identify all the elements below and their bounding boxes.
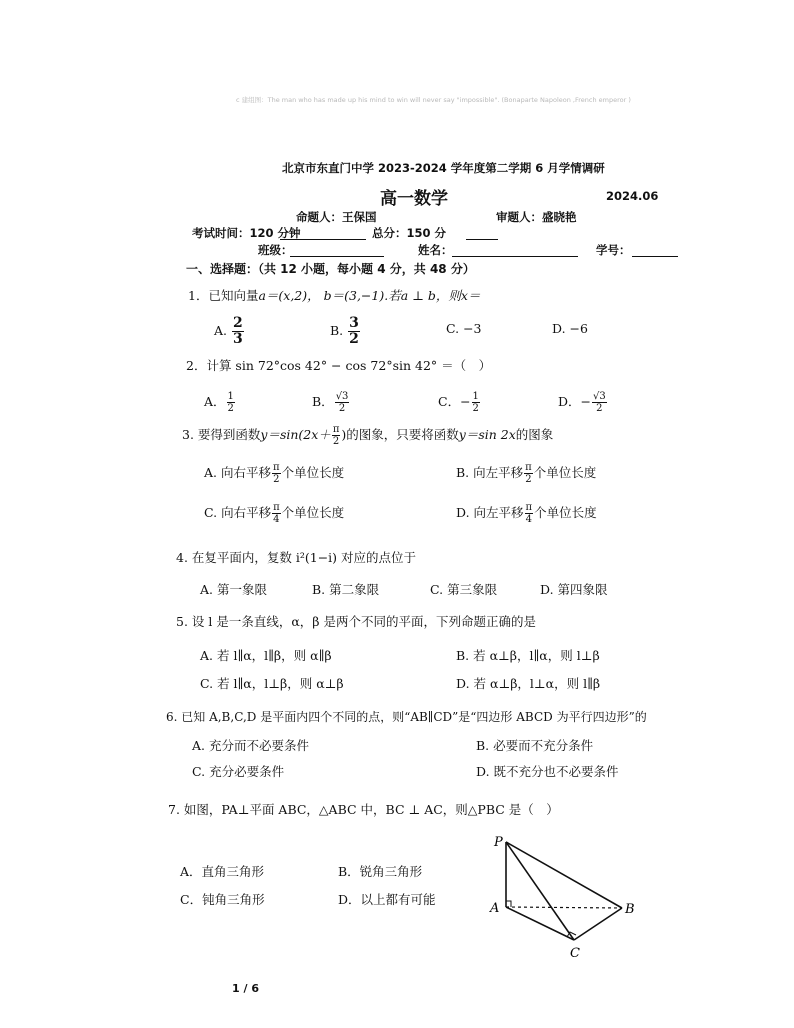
question-2: 2．计算 sin 72°cos 42° − cos 72°sin 42° ＝（ ） (186, 358, 492, 373)
exam-time: 考试时间：120 分钟 (192, 226, 301, 240)
q3-text-c: )的图象，只要将函数 (341, 427, 459, 442)
reviewer: 审题人：盛晓艳 (496, 210, 577, 224)
exam-date: 2024.06 (606, 189, 659, 203)
q3-option-d-label: D. 向左平移 (456, 505, 524, 520)
edge-ac (506, 907, 574, 940)
q2-option-c-frac: $\frac{1}{2}$ (472, 391, 479, 414)
name-field[interactable] (452, 256, 578, 257)
q1-vector-a: a＝(x,2)， (258, 288, 320, 303)
vertex-c-label: C (570, 946, 580, 961)
q3-text-a: 3. 要得到函数 (182, 427, 261, 442)
q4-option-d[interactable]: D. 第四象限 (540, 582, 608, 597)
vertex-b-label: B (625, 902, 635, 917)
q3-frac: $\frac{\pi}{2}$ (332, 424, 340, 447)
q6-option-a[interactable]: A. 充分而不必要条件 (192, 738, 309, 753)
q6-option-d[interactable]: D. 既不充分也不必要条件 (476, 764, 619, 779)
q7-option-d[interactable]: D．以上都有可能 (338, 892, 436, 907)
edge-bc (574, 908, 622, 940)
q1-option-b[interactable] (330, 316, 361, 347)
q5-option-c[interactable]: C. 若 l∥α，l⊥β，则 α⊥β (200, 676, 344, 691)
q1-option-a-label: A. (214, 323, 228, 338)
edge-pb (506, 842, 622, 908)
question-1 (188, 286, 480, 304)
q2-option-d-label: D．− (558, 394, 591, 409)
class-field[interactable] (290, 256, 384, 257)
tetrahedron-figure (486, 830, 646, 964)
q1-vector-b: b＝(3,−1).若 (323, 288, 401, 303)
q3-option-c-frac: $\frac{\pi}{4}$ (273, 502, 280, 525)
id-field[interactable] (632, 256, 678, 257)
q3-func: y＝sin(2x＋ (260, 427, 331, 442)
edge-ab-hidden (506, 907, 622, 908)
q7-option-a[interactable]: A．直角三角形 (180, 864, 265, 879)
question-5: 5. 设 l 是一条直线，α，β 是两个不同的平面，下列命题正确的是 (176, 614, 536, 629)
total-score: 总分：150 分 (372, 226, 447, 240)
q3-option-a[interactable] (204, 462, 344, 485)
q7-option-b[interactable]: B．锐角三角形 (338, 864, 423, 879)
q2-option-a[interactable] (204, 391, 236, 414)
question-7: 7. 如图，PA⊥平面 ABC，△ABC 中，BC ⊥ AC，则△PBC 是（ ） (168, 802, 559, 817)
q3-option-a-frac: $\frac{\pi}{2}$ (272, 462, 280, 485)
q5-option-d[interactable]: D. 若 α⊥β，l⊥α，则 l∥β (456, 676, 601, 691)
q2-option-b-label: B． (312, 394, 334, 409)
q2-option-a-label: A． (204, 394, 226, 409)
q2-option-d[interactable] (558, 391, 608, 414)
id-label: 学号： (596, 243, 631, 257)
subject-title: 高一数学 (380, 189, 448, 209)
section-title: 一、选择题：（共 12 小题，每小题 4 分，共 48 分） (186, 262, 475, 276)
q3-option-d-tail: 个单位长度 (534, 505, 597, 520)
q3-option-c-label: C. 向右平移 (204, 505, 272, 520)
q2-option-a-frac: $\frac{1}{2}$ (227, 391, 234, 414)
q2-option-c-label: C．− (438, 394, 471, 409)
q1-option-b-label: B. (330, 323, 344, 338)
q1-perp: a ⊥ b，则 (400, 288, 461, 303)
q1-x: x＝ (460, 288, 481, 303)
q1-option-c[interactable]: C. −3 (446, 321, 482, 336)
time-underline (280, 239, 366, 240)
question-3 (182, 424, 553, 447)
q6-option-c[interactable]: C. 充分必要条件 (192, 764, 285, 779)
q2-option-d-frac: $\frac{√3}{2}$ (593, 391, 606, 414)
q7-option-c[interactable]: C．钝角三角形 (180, 892, 265, 907)
q3-option-c-tail: 个单位长度 (281, 505, 345, 520)
school-header: 北京市东直门中学 2023-2024 学年度第二学期 6 月学情调研 (282, 161, 605, 175)
q3-text-e: 的图象 (515, 427, 554, 442)
q3-option-b-label: B. 向左平移 (456, 465, 524, 480)
vertex-a-label: A (490, 901, 500, 916)
q2-option-c[interactable] (438, 391, 481, 414)
author: 命题人：王保国 (296, 210, 377, 224)
q1-option-a-frac: $\frac{2}{3}$ (233, 315, 243, 347)
q2-option-b[interactable] (312, 391, 350, 414)
page-number: 1 / 6 (232, 982, 259, 995)
q5-option-b[interactable]: B. 若 α⊥β，l∥α，则 l⊥β (456, 648, 600, 663)
q3-option-c[interactable] (204, 502, 344, 525)
q3-option-b-tail: 个单位长度 (533, 465, 597, 480)
q3-option-b-frac: $\frac{\pi}{2}$ (525, 462, 532, 485)
question-4: 4. 在复平面内，复数 i²(1−i) 对应的点位于 (176, 550, 417, 565)
q1-text: 1．已知向量 (188, 288, 259, 303)
q4-option-b[interactable]: B. 第二象限 (312, 582, 380, 597)
q1-option-b-frac: $\frac{3}{2}$ (349, 315, 359, 347)
name-label: 姓名： (418, 243, 453, 257)
q3-option-b[interactable] (456, 462, 596, 485)
edge-pc (506, 842, 574, 940)
q3-func2: y＝sin 2x (458, 427, 516, 442)
q1-option-d[interactable]: D. −6 (552, 321, 588, 336)
q1-option-a[interactable] (214, 316, 245, 347)
class-label: 班级： (258, 243, 293, 257)
watermark: c 建组图：The man who has made up his mind to win will never say "impossible". (Bonaparte Napoleon ,French emperor ) (236, 96, 631, 104)
q6-option-b[interactable]: B. 必要而不充分条件 (476, 738, 594, 753)
score-underline (466, 239, 498, 240)
q5-option-a[interactable]: A. 若 l∥α，l∥β，则 α∥β (200, 648, 332, 663)
q2-option-b-frac: $\frac{√3}{2}$ (335, 391, 349, 414)
q4-option-a[interactable]: A. 第一象限 (200, 582, 267, 597)
q3-option-a-tail: 个单位长度 (281, 465, 345, 480)
q3-option-a-label: A. 向右平移 (204, 465, 271, 480)
q3-option-d-frac: $\frac{\pi}{4}$ (525, 502, 533, 525)
q3-option-d[interactable] (456, 502, 597, 525)
vertex-p-label: P (494, 835, 503, 850)
question-6: 6. 已知 A,B,C,D 是平面内四个不同的点，则“AB∥CD”是“四边形 ABCD 为平行四边形”的 (166, 710, 647, 724)
q4-option-c[interactable]: C. 第三象限 (430, 582, 498, 597)
